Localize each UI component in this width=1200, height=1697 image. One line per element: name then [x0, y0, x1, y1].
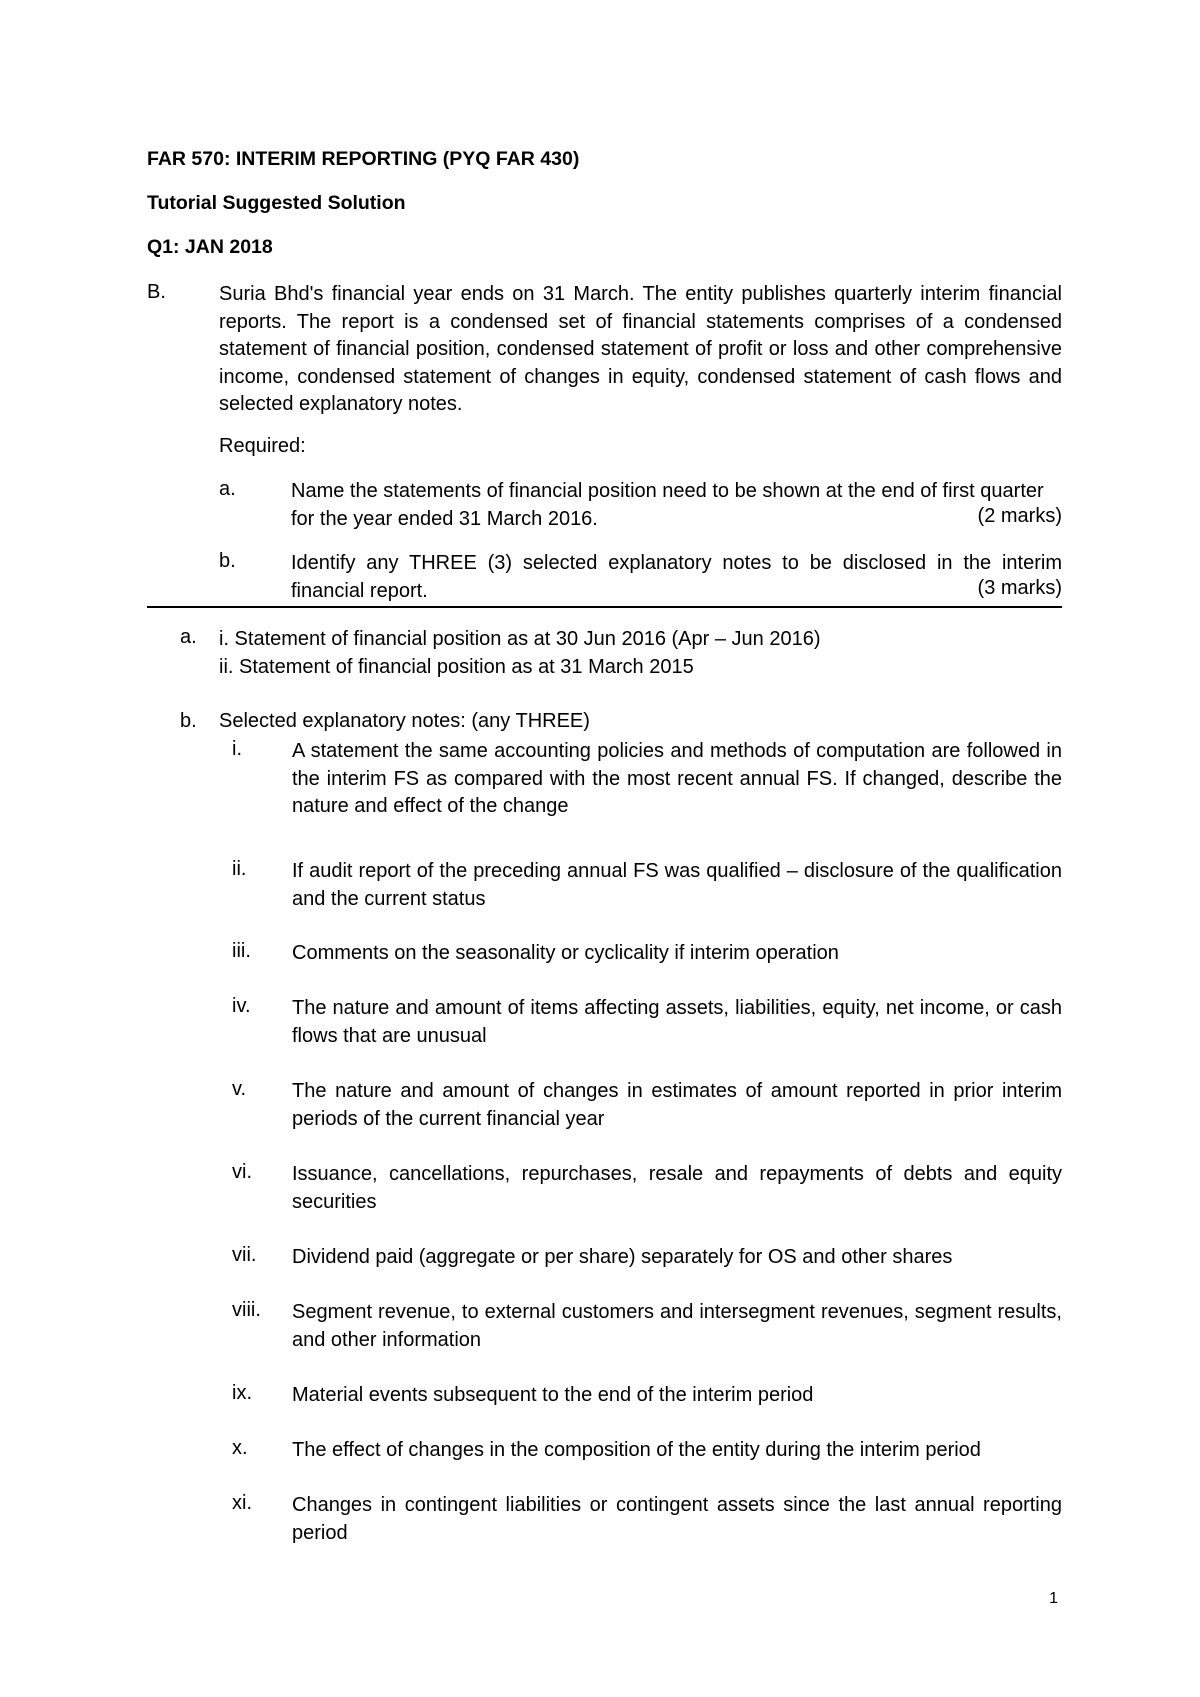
- question-b-text: Identify any THREE (3) selected explanatory notes to be disclosed in the interim financial report.: [291, 552, 1062, 602]
- note-number: vii.: [232, 1244, 257, 1266]
- note-text: Material events subsequent to the end of the interim period: [292, 1384, 814, 1406]
- note-number: i.: [232, 738, 242, 760]
- note-number: v.: [232, 1078, 247, 1100]
- answer-a-label: a.: [180, 626, 197, 648]
- note-text: Issuance, cancellations, repurchases, resale and repayments of debts and equity securities: [292, 1163, 1062, 1213]
- question-heading: Q1: JAN 2018: [147, 236, 273, 258]
- part-label: B.: [147, 281, 166, 303]
- answer-a-line-1: i. Statement of financial position as at 30 Jun 2016 (Apr – Jun 2016): [219, 628, 821, 650]
- required-label: Required:: [219, 435, 306, 457]
- answer-b-label: b.: [180, 710, 197, 732]
- note-text: The effect of changes in the composition of the entity during the interim period: [292, 1439, 981, 1461]
- question-a-label: a.: [219, 478, 236, 500]
- note-number: iv.: [232, 995, 251, 1017]
- answer-b-heading: Selected explanatory notes: (any THREE): [219, 710, 590, 732]
- note-number: xi.: [232, 1492, 252, 1514]
- question-a-marks: (2 marks): [977, 505, 1062, 527]
- note-text: The nature and amount of changes in estimates of amount reported in prior interim periods of the current financial year: [292, 1080, 1062, 1130]
- note-text: If audit report of the preceding annual FS was qualified – disclosure of the qualification and the current status: [292, 860, 1062, 910]
- note-text: Dividend paid (aggregate or per share) separately for OS and other shares: [292, 1246, 953, 1268]
- document-subtitle: Tutorial Suggested Solution: [147, 192, 406, 214]
- note-number: viii.: [232, 1299, 261, 1321]
- question-a-text: Name the statements of financial position need to be shown at the end of first quarter for the year ended 31 March 2016.: [291, 480, 1044, 530]
- note-number: ii.: [232, 858, 247, 880]
- answer-a-line-2: ii. Statement of financial position as at 31 March 2015: [219, 655, 694, 678]
- note-text: Changes in contingent liabilities or contingent assets since the last annual reporting period: [292, 1494, 1062, 1544]
- note-text: A statement the same accounting policies and methods of computation are followed in the interim FS as compared with the most recent annual FS. If changed, describe the nature and effect of the change: [292, 740, 1062, 817]
- note-text: The nature and amount of items affecting assets, liabilities, equity, net income, or cash flows that are unusual: [292, 997, 1062, 1047]
- note-number: vi.: [232, 1161, 252, 1183]
- note-number: x.: [232, 1437, 248, 1459]
- answer-a-lines: [219, 626, 820, 681]
- part-paragraph: Suria Bhd's financial year ends on 31 March. The entity publishes quarterly interim financial reports. The report is a condensed set of financial statements comprises of a condensed statement of financial position, condensed statement of profit or loss and other comprehensive income, condensed statement of changes in equity, condensed statement of cash flows and selected explanatory notes.: [219, 283, 1062, 415]
- note-number: ix.: [232, 1382, 252, 1404]
- document-title: FAR 570: INTERIM REPORTING (PYQ FAR 430): [147, 148, 580, 170]
- question-b-label: b.: [219, 550, 236, 572]
- note-number: iii.: [232, 940, 251, 962]
- note-text: Segment revenue, to external customers and intersegment revenues, segment results, and other information: [292, 1301, 1062, 1351]
- page-number: 1: [1049, 1590, 1058, 1607]
- divider-rule: [147, 606, 1062, 608]
- question-b-marks: (3 marks): [977, 577, 1062, 599]
- note-text: Comments on the seasonality or cyclicality if interim operation: [292, 942, 839, 964]
